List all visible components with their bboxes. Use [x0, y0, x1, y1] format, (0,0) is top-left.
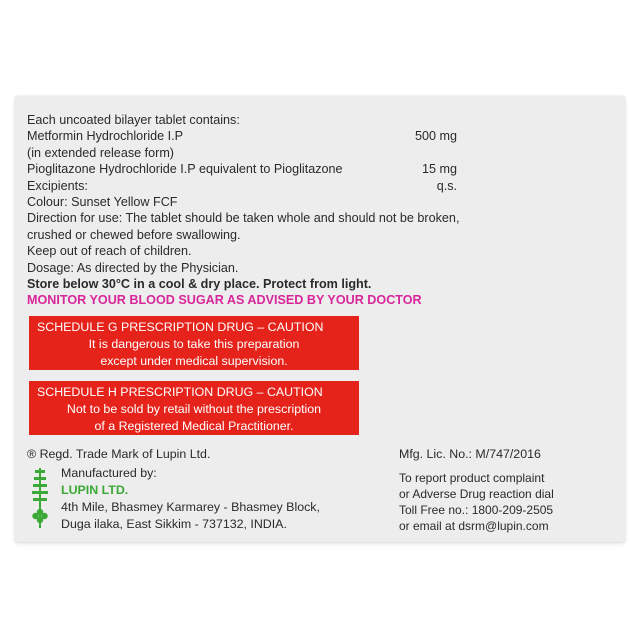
- dosage-line: Dosage: As directed by the Physician.: [27, 260, 239, 275]
- leaflet-panel: [15, 96, 625, 542]
- complaint-line-1: To report product complaint: [399, 471, 545, 485]
- composition-block: [27, 112, 460, 309]
- mfg-license: Mfg. Lic. No.: M/747/2016: [399, 447, 541, 461]
- schedule-h-title: SCHEDULE H PRESCRIPTION DRUG – CAUTION: [37, 385, 323, 399]
- manufactured-by-label: Manufactured by:: [61, 466, 157, 480]
- colour-line: Colour: Sunset Yellow FCF: [27, 194, 178, 209]
- ingredient-amount: q.s.: [436, 178, 457, 193]
- schedule-g-line-2: except under medical supervision.: [100, 354, 288, 368]
- schedule-h-line-2: of a Registered Medical Practitioner.: [94, 419, 294, 433]
- ingredient-name: Pioglitazone Hydrochloride I.P equivalent to Pioglitazone: [27, 162, 343, 177]
- composition-row: [27, 161, 457, 177]
- schedule-g-title: SCHEDULE G PRESCRIPTION DRUG – CAUTION: [37, 320, 324, 334]
- ingredient-name: Excipients:: [27, 178, 88, 193]
- composition-header: Each uncoated bilayer tablet contains:: [27, 113, 240, 127]
- schedule-h-warning: [29, 381, 359, 435]
- keep-out-line: Keep out of reach of children.: [27, 244, 192, 259]
- schedule-h-line-1: Not to be sold by retail without the prescription: [66, 402, 322, 416]
- direction-line-1: Direction for use: The tablet should be taken whole and should not be broken,: [27, 211, 460, 226]
- ingredient-amount: 15 mg: [421, 162, 457, 177]
- direction-line-2: crushed or chewed before swallowing.: [27, 227, 241, 242]
- schedule-g-warning: [29, 316, 359, 370]
- composition-row: [27, 128, 457, 144]
- ingredient-name: Metformin Hydrochloride I.P: [27, 129, 184, 144]
- monitor-line: MONITOR YOUR BLOOD SUGAR AS ADVISED BY YOUR DOCTOR: [27, 293, 422, 308]
- lupin-flower-logo-icon: [29, 466, 51, 530]
- ingredient-name: (in extended release form): [27, 145, 174, 160]
- complaint-line-2: or Adverse Drug reaction dial: [399, 487, 554, 501]
- company-name: LUPIN LTD.: [61, 483, 129, 497]
- address-line-2: Duga ilaka, East Sikkim - 737132, INDIA.: [61, 517, 287, 531]
- storage-line: Store below 30°C in a cool & dry place. Protect from light.: [27, 276, 372, 291]
- ingredient-amount: 500 mg: [414, 129, 457, 144]
- composition-row: [27, 145, 457, 161]
- complaint-line-4: or email at dsrm@lupin.com: [399, 519, 549, 533]
- complaint-line-3: Toll Free no.: 1800-209-2505: [399, 503, 554, 517]
- address-line-1: 4th Mile, Bhasmey Karmarey - Bhasmey Block,: [61, 500, 320, 514]
- composition-row: [27, 178, 457, 194]
- trademark-note: ® Regd. Trade Mark of Lupin Ltd.: [27, 447, 211, 461]
- schedule-g-line-1: It is dangerous to take this preparation: [88, 337, 300, 351]
